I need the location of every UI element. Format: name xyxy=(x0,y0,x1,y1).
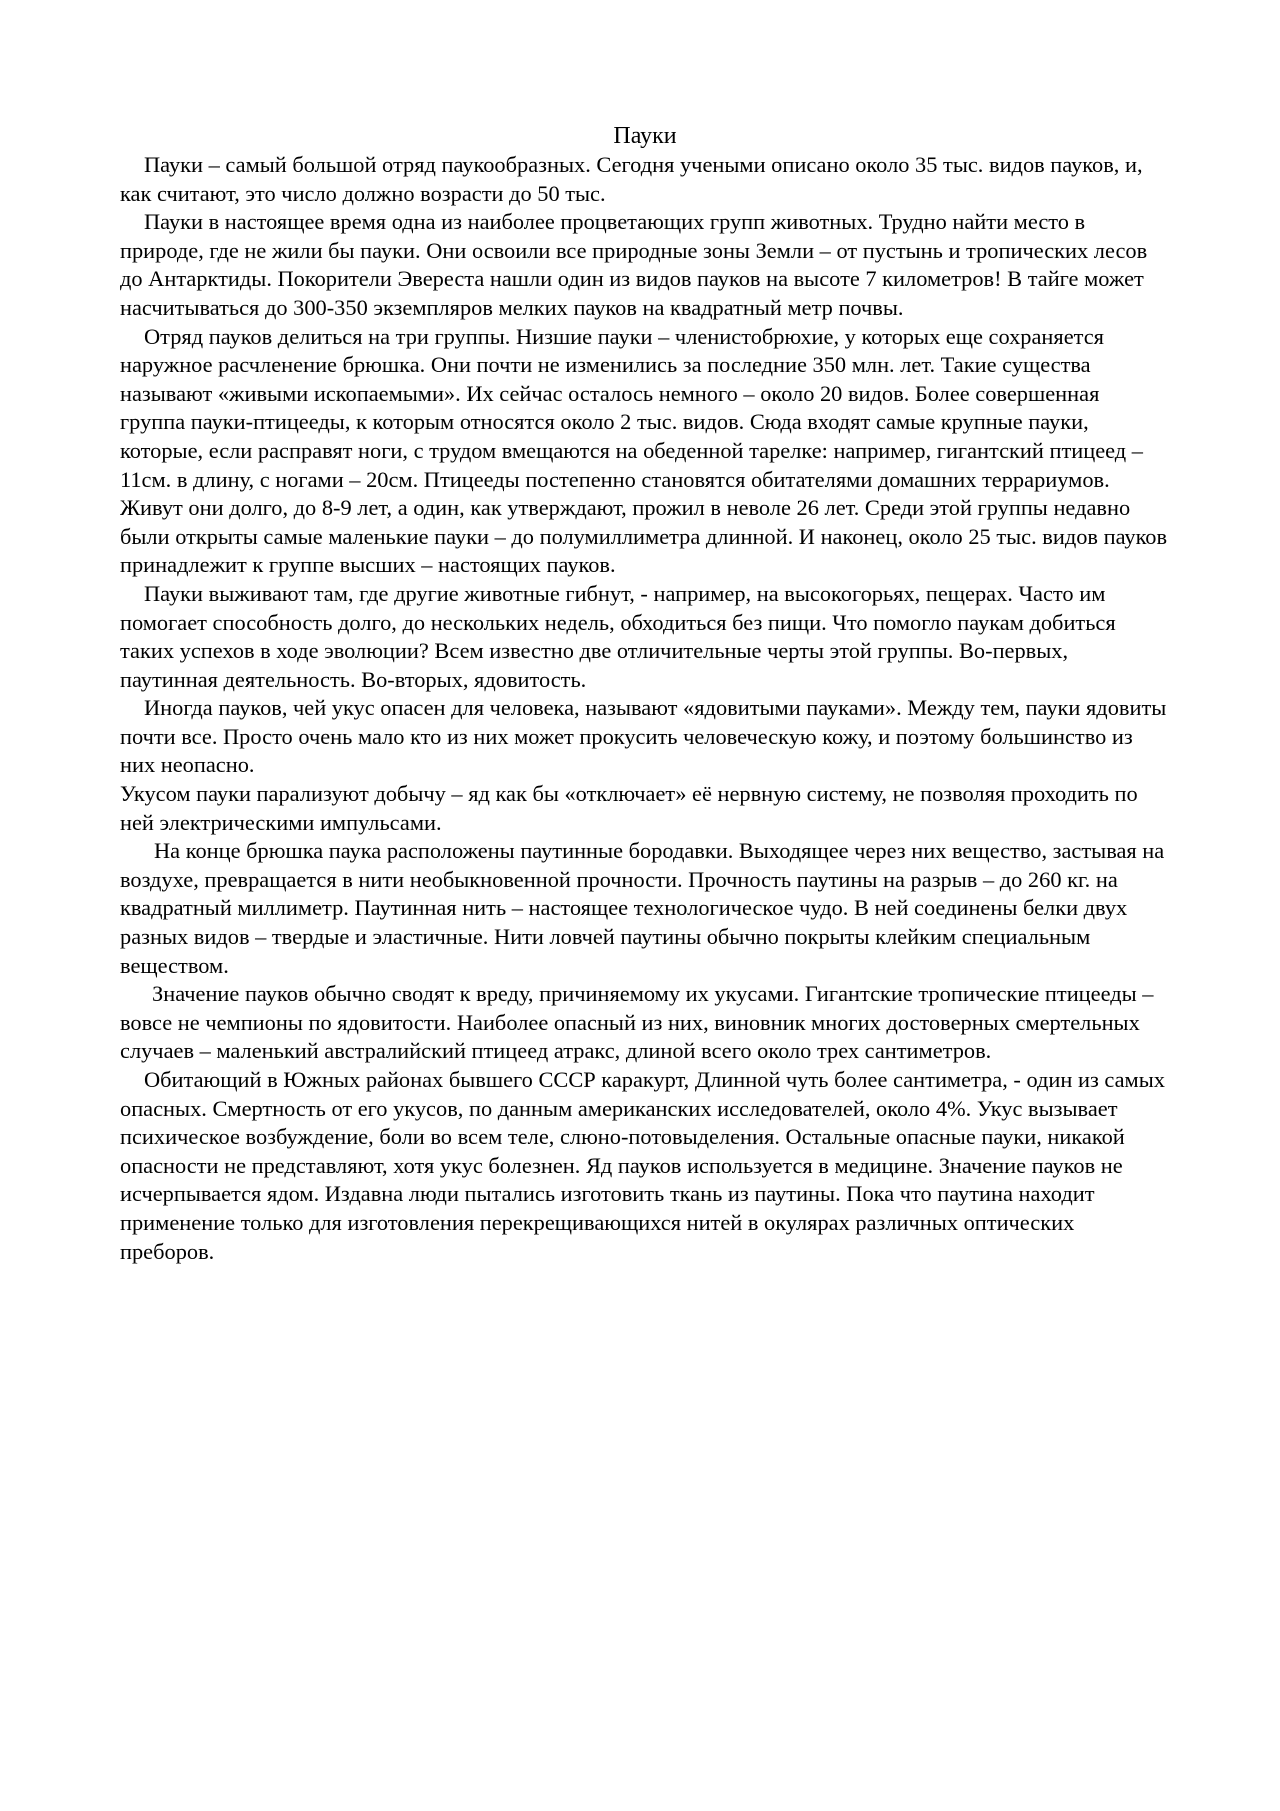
paragraph-bite: Укусом пауки парализуют добычу – яд как бы «отключает» её нервную систему, не позволяя проходить по ней электрическими импульсами. xyxy=(120,781,1138,835)
document-title: Пауки xyxy=(613,123,677,149)
paragraph-web: На конце брюшка паука расположены паутинные бородавки. Выходящее через них вещество, застывая на воздухе, превращается в нити необыкновенной прочности. Прочность паутины на разрыв – до 260 кг. на квадратный миллиметр. Паутинная нить – настоящее технологическое чудо. В ней соединены белки двух разных видов – твердые и эластичные. Нити ловчей паутины обычно покрыты клейким специальным веществом. xyxy=(120,838,1165,978)
paragraph-habitat: Пауки в настоящее время одна из наиболее процветающих групп животных. Трудно найти место в природе, где не жили бы пауки. Они освоили все природные зоны Земли – от пустынь и тропических лесов до Антарктиды. Покорители Эвереста нашли один из видов пауков на высоте 7 километров! В тайге может насчитываться до 300-350 экземпляров мелких пауков на квадратный метр почвы. xyxy=(120,209,1148,320)
paragraph-intro: Пауки – самый большой отряд паукообразных. Сегодня учеными описано около 35 тыс. видов пауков, и, как считают, это число должно возрасти до 50 тыс. xyxy=(120,152,1143,206)
paragraph-survival: Пауки выживают там, где другие животные гибнут, - например, на высокогорьях, пещерах. Часто им помогает способность долго, до нескольких недель, обходиться без пищи. Что помогло паукам добиться таких успехов в ходе эволюции? Всем известно две отличительные черты этой группы. Во-первых, паутинная деятельность. Во-вторых, ядовитость. xyxy=(120,580,1116,692)
paragraph-significance: Значение пауков обычно сводят к вреду, причиняемому их укусами. Гигантские тропические птицееды – вовсе не чемпионы по ядовитости. Наиболее опасный из них, виновник многих достоверных смертельных случаев – маленький австралийский птицеед атракс, длиной всего около трех сантиметров. xyxy=(120,981,1154,1064)
paragraph-groups: Отряд пауков делиться на три группы. Низшие пауки – членистобрюхие, у которых еще сохраняется наружное расчленение брюшка. Они почти не изменились за последние 350 млн. лет. Такие существа называют «живыми ископаемыми». Их сейчас осталось немного – около 20 видов. Более совершенная группа пауки-птицееды, к которым относятся около 2 тыс. видов. Сюда входят самые крупные пауки, которые, если расправят ноги, с трудом вмещаются на обеденной тарелке: например, гигантский птицеед – 11см. в длину, с ногами – 20см. Птицееды постепенно становятся обитателями домашних террариумов. Живут они долго, до 8-9 лет, а один, как утверждают, прожил в неволе 26 лет. Среди этой группы недавно были открыты самые маленькие пауки – до полумиллиметра длинной. И наконец, около 25 тыс. видов пауков принадлежит к группе высших – настоящих пауков. xyxy=(120,323,1168,578)
paragraph-karakurt: Обитающий в Южных районах бывшего СССР каракурт, Длинной чуть более сантиметра, - один из самых опасных. Смертность от его укусов, по данным американских исследователей, около 4%. Укус вызывает психическое возбуждение, боли во всем теле, слюно-потовыделения. Остальные опасные пауки, никакой опасности не представляют, хотя укус болезнен. Яд пауков используется в медицине. Значение пауков не исчерпывается ядом. Издавна люди пытались изготовить ткань из паутины. Пока что паутина находит применение только для изготовления перекрещивающихся нитей в окулярах различных оптических преборов. xyxy=(120,1067,1165,1264)
document-page xyxy=(120,122,1170,1266)
paragraph-venomous: Иногда пауков, чей укус опасен для человека, называют «ядовитыми пауками». Между тем, пауки ядовиты почти все. Просто очень мало кто из них может прокусить человеческую кожу, и поэтому большинство из них неопасно. xyxy=(120,695,1167,778)
